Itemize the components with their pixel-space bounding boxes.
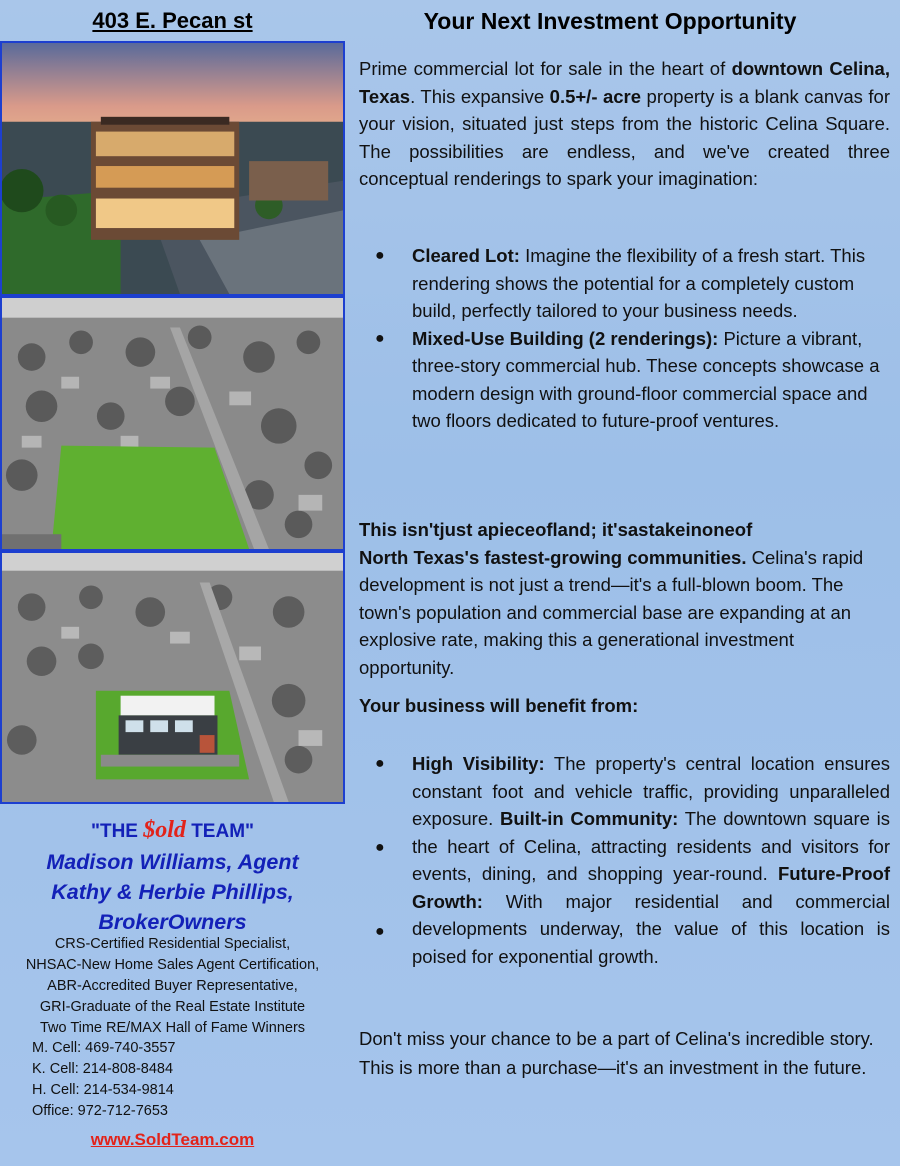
intro-paragraph: Prime commercial lot for sale in the heart of downtown Celina, Texas. This expansive 0.5+/- acre property is a blank canvas for your vision, situated just steps from the historic Celina Square. The possibilities are endless, and we've created three conceptual renderings to spark your imagination:	[359, 58, 890, 189]
bullet-icon: ●	[375, 247, 385, 264]
website-link[interactable]: www.SoldTeam.com	[90, 1130, 255, 1149]
closing-paragraph: Don't miss your chance to be a part of Celina's incredible story. This is more than a purchase—it's an investment in the future.	[359, 1028, 874, 1078]
pitch-paragraph: This isn'tjust apieceofland; it'sastakeinoneof North Texas's fastest-growing communities. Celina's rapid development is not just a trend—it's a full-blown boom. The town's population and commercial base are expanding at an explosive rate, making this a generational investment opportunity.	[359, 519, 864, 678]
rendering-list	[359, 242, 890, 435]
benefits-heading: Your business will benefit from:	[359, 695, 639, 716]
rendering-photo-building-dusk	[0, 41, 345, 296]
team-heading: "THE $old TEAM"	[90, 817, 255, 843]
bullet-icon: ●	[375, 923, 385, 940]
agent-names: Madison Williams, Agent Kathy & Herbie Phillips, BrokerOwners	[46, 850, 299, 934]
list-item: ● Cleared Lot: Imagine the flexibility of a fresh start. This rendering shows the potential for a completely custom build, perfectly tailored to your business needs.	[359, 242, 890, 325]
bullet-icon: ●	[375, 839, 385, 856]
list-item: ● Mixed-Use Building (2 renderings): Picture a vibrant, three-story commercial hub. These concepts showcase a modern design with ground-floor commercial space and two floors dedicated to future-proof ventures.	[359, 325, 890, 435]
contact-numbers: M. Cell: 469-740-3557 K. Cell: 214-808-8484 H. Cell: 214-534-9814 Office: 972-712-7653	[32, 1040, 176, 1119]
benefits-list: ● ● ● High Visibility: The property's central location ensures constant foot and vehicle traffic, providing unparalleled exposure. Built-in Community: The downtown square is the heart of Celina, attracting residents and visitors for events, dining, and shopping year-round. Future-Proof Growth: With major residential and commercial developments underway, the value of this location is poised for exponential growth.	[359, 750, 890, 970]
bullet-icon: ●	[375, 329, 385, 347]
page-title: Your Next Investment Opportunity	[423, 8, 797, 34]
property-address: 403 E. Pecan st	[92, 8, 253, 33]
bullet-icon: ●	[375, 755, 385, 772]
sold-logo: $old	[143, 817, 186, 843]
rendering-photo-mixed-use-building	[0, 551, 345, 804]
credentials-list: CRS-Certified Residential Specialist, NHSAC-New Home Sales Agent Certification, ABR-Accredited Buyer Representative, GRI-Graduate of the Real Estate Institute Two Time RE/MAX Hall of Fame Winners	[25, 936, 320, 1036]
rendering-photo-cleared-lot	[0, 296, 345, 551]
